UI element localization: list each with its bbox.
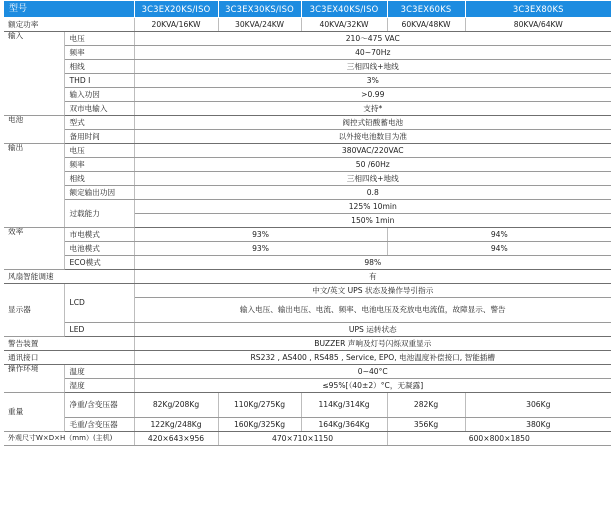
rated-power-value: 80KVA/64KW [465,18,611,32]
spec-row [4,46,611,60]
spec-row [4,337,611,351]
spec-row [4,200,611,214]
spec-label: 型式 [64,116,134,130]
spec-value: 600×800×1850 [387,432,611,446]
spec-value: 164Kg/364Kg [301,418,387,432]
spec-value: 支持* [134,102,611,116]
spec-value: ≤95%[（40±2）°C，无凝露] [134,379,611,393]
spec-row [4,60,611,74]
spec-label: 市电模式 [64,228,134,242]
spec-value: 282Kg [387,393,465,418]
spec-row [4,116,611,130]
spec-value: 93% [134,242,387,256]
weight-group-label: 重量 [4,393,64,432]
spec-value: 380VAC/220VAC [134,144,611,158]
dimensions-label: 外观尺寸W×D×H（mm）(主机) [4,432,134,446]
spec-row [4,379,611,393]
environment-group-label: 操作环境 [4,365,64,393]
spec-label: 电压 [64,32,134,46]
comm-label: 通讯接口 [4,351,134,365]
spec-value: 82Kg/208Kg [134,393,218,418]
spec-label: 双市电输入 [64,102,134,116]
spec-value: 0.8 [134,186,611,200]
spec-label: 频率 [64,46,134,60]
spec-label: 过载能力 [64,200,134,228]
efficiency-group-label: 效率 [4,228,64,270]
spec-value: UPS 运转状态 [134,323,611,337]
spec-row [4,130,611,144]
spec-label: 相线 [64,172,134,186]
spec-value: 阀控式铅酸蓄电池 [134,116,611,130]
spec-row [4,270,611,284]
spec-label: LED [64,323,134,337]
spec-row [4,256,611,270]
spec-value: 420×643×956 [134,432,218,446]
rated-power-value: 40KVA/32KW [301,18,387,32]
display-group-label: 显示器 [4,284,64,337]
spec-value: 470×710×1150 [218,432,387,446]
spec-value: 94% [387,242,611,256]
spec-row [4,393,611,418]
spec-label: 净重/含变压器 [64,393,134,418]
spec-label: THD Ⅰ [64,74,134,88]
rated-power-label: 额定功率 [4,18,134,32]
spec-value: 110Kg/275Kg [218,393,301,418]
spec-label: 频率 [64,158,134,172]
spec-value: 125% 10min [134,200,611,214]
spec-row [4,284,611,298]
spec-row [4,351,611,365]
spec-value: 50 /60Hz [134,158,611,172]
fan-label: 风扇智能调速 [4,270,134,284]
spec-label: 输入功因 [64,88,134,102]
spec-value: 160Kg/325Kg [218,418,301,432]
spec-label: 相线 [64,60,134,74]
spec-value: >0.99 [134,88,611,102]
spec-value: 输入电压、输出电压、电流、频率、电池电压及充放电电流值，故障显示、警告 [134,298,611,323]
spec-value: 356Kg [387,418,465,432]
battery-group-label: 电池 [4,116,64,144]
spec-value: 122Kg/248Kg [134,418,218,432]
input-group-label: 输入 [4,32,64,116]
spec-row [4,323,611,337]
rated-power-value: 20KVA/16KW [134,18,218,32]
spec-table [4,1,611,446]
spec-value: 以外接电池数目为准 [134,130,611,144]
spec-value: 150% 1min [134,214,611,228]
rated-power-row [4,18,611,32]
alarm-label: 警告装置 [4,337,134,351]
header-row [4,1,611,18]
spec-row [4,32,611,46]
spec-row [4,186,611,200]
spec-value: 三相四线+地线 [134,172,611,186]
spec-row [4,365,611,379]
spec-value: 93% [134,228,387,242]
spec-value: 40~70Hz [134,46,611,60]
spec-row [4,432,611,446]
spec-label: ECO模式 [64,256,134,270]
spec-row [4,74,611,88]
spec-value: 94% [387,228,611,242]
spec-label: 电池模式 [64,242,134,256]
spec-label: 毛重/含变压器 [64,418,134,432]
spec-row [4,242,611,256]
spec-label: 电压 [64,144,134,158]
spec-label: 额定输出功因 [64,186,134,200]
spec-value: 3% [134,74,611,88]
model-header: 3C3EX40KS/ISO [301,1,387,18]
spec-value: 114Kg/314Kg [301,393,387,418]
spec-value: 98% [134,256,611,270]
model-header: 3C3EX20KS/ISO [134,1,218,18]
spec-value: RS232 , AS400 , RS485 , Service, EPO, 电池温度补偿接口, 智能插槽 [134,351,611,365]
header-corner: 型号 [4,1,134,18]
spec-label: 湿度 [64,379,134,393]
model-header: 3C3EX60KS [387,1,465,18]
spec-value: 210～475 VAC [134,32,611,46]
output-group-label: 输出 [4,144,64,228]
spec-row [4,88,611,102]
spec-value: 三相四线+地线 [134,60,611,74]
rated-power-value: 60KVA/48KW [387,18,465,32]
spec-row [4,102,611,116]
spec-value: 中文/英文 UPS 状态及操作导引指示 [134,284,611,298]
spec-value: 380Kg [465,418,611,432]
spec-value: 0~40°C [134,365,611,379]
spec-row [4,158,611,172]
spec-row [4,172,611,186]
spec-label: 温度 [64,365,134,379]
rated-power-value: 30KVA/24KW [218,18,301,32]
spec-value: BUZZER 声响及灯号闪烁双重显示 [134,337,611,351]
spec-row [4,228,611,242]
spec-value: 有 [134,270,611,284]
spec-row [4,418,611,432]
model-header: 3C3EX30KS/ISO [218,1,301,18]
spec-label: 备用时间 [64,130,134,144]
spec-row [4,144,611,158]
spec-label: LCD [64,284,134,323]
model-header: 3C3EX80KS [465,1,611,18]
spec-value: 306Kg [465,393,611,418]
